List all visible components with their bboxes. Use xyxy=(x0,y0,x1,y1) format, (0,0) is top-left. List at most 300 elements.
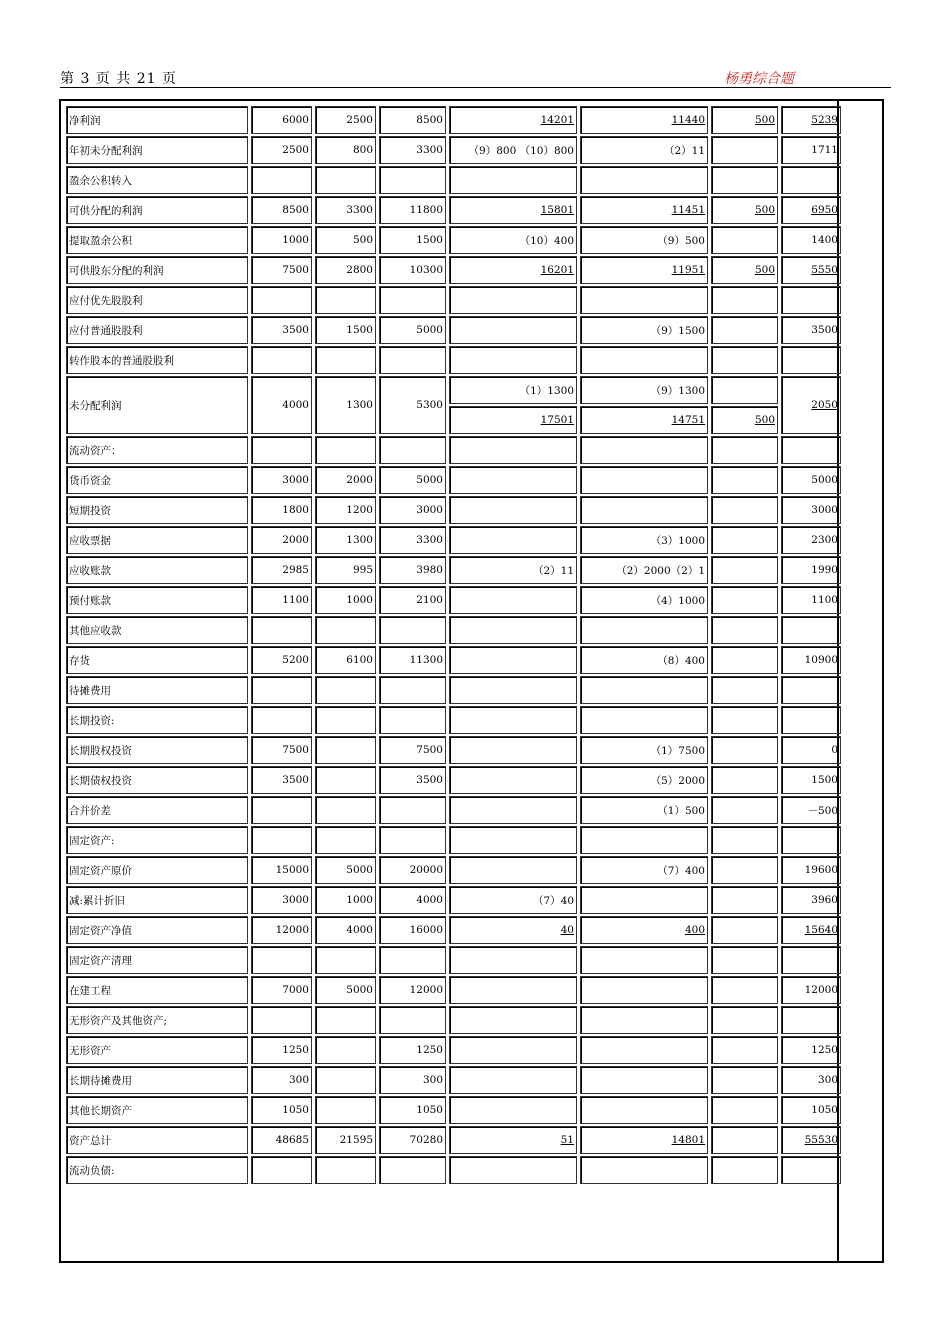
cell-c3 xyxy=(379,826,446,854)
cell-c3 xyxy=(379,1156,446,1184)
cell-c4 xyxy=(449,436,577,464)
cell-c1 xyxy=(251,526,312,554)
cell-c5-value: 11440 xyxy=(671,114,705,126)
cell-c7 xyxy=(781,586,841,614)
row-label xyxy=(66,1006,248,1034)
cell-c6-value: 500 xyxy=(754,414,775,426)
cell-c7 xyxy=(781,1006,841,1034)
row-label-value: 长期债权投资 xyxy=(69,774,132,787)
row-label-value: 转作股本的普通股股利 xyxy=(69,354,174,367)
cell-c7-value: 1250 xyxy=(811,1044,838,1056)
row-label xyxy=(66,136,248,164)
cell-c6 xyxy=(711,796,778,824)
row-label-value: 应收账款 xyxy=(69,564,111,577)
cell-c5 xyxy=(580,646,708,674)
cell-c2 xyxy=(315,346,376,374)
cell-c1-value: 5200 xyxy=(282,654,309,666)
cell-c3-value: 5000 xyxy=(416,474,443,486)
cell-c2-value: 6100 xyxy=(346,654,373,666)
cell-c3 xyxy=(379,706,446,734)
table-row xyxy=(66,226,841,254)
cell-c3 xyxy=(379,436,446,464)
cell-c2 xyxy=(315,256,376,284)
cell-c2-value: 1300 xyxy=(346,534,373,546)
cell-c5-value: （1）500 xyxy=(657,804,705,817)
table-row xyxy=(66,136,841,164)
table-row xyxy=(66,1126,841,1154)
cell-c3 xyxy=(379,796,446,824)
cell-c6 xyxy=(711,316,778,344)
row-label xyxy=(66,166,248,194)
row-label-value: 净利润 xyxy=(69,114,101,127)
cell-c2 xyxy=(315,436,376,464)
row-label-value: 货币资金 xyxy=(69,474,111,487)
cell-c7 xyxy=(781,136,841,164)
cell-c2 xyxy=(315,136,376,164)
row-label-value: 盈余公积转入 xyxy=(69,174,132,187)
cell-c2 xyxy=(315,466,376,494)
row-label xyxy=(66,196,248,224)
table-row xyxy=(66,496,841,524)
cell-c3 xyxy=(379,1036,446,1064)
row-label-value: 可供股东分配的利润 xyxy=(69,264,164,277)
row-label xyxy=(66,1036,248,1064)
cell-c2 xyxy=(315,196,376,224)
cell-c3 xyxy=(379,466,446,494)
table-row xyxy=(66,586,841,614)
cell-c7 xyxy=(781,1156,841,1184)
table-row xyxy=(66,1066,841,1094)
worksheet-body xyxy=(66,106,841,1184)
row-label-value: 无形资产 xyxy=(69,1044,111,1057)
row-label-value: 在建工程 xyxy=(69,984,111,997)
cell-c5 xyxy=(580,946,708,974)
row-label-value: 可供分配的利润 xyxy=(69,204,143,217)
cell-c4 xyxy=(449,136,577,164)
row-label xyxy=(66,1126,248,1154)
cell-c3 xyxy=(379,556,446,584)
cell-c5-value: （9）1300 xyxy=(650,384,705,397)
cell-c3 xyxy=(379,736,446,764)
cell-c3 xyxy=(379,886,446,914)
row-label xyxy=(66,676,248,704)
row-label xyxy=(66,286,248,314)
row-label-value: 固定资产净值 xyxy=(69,924,132,937)
cell-c2-value: 5000 xyxy=(346,864,373,876)
row-label xyxy=(66,886,248,914)
table-row xyxy=(66,466,841,494)
row-label-value: 应付优先股股利 xyxy=(69,294,143,307)
row-label xyxy=(66,976,248,1004)
cell-c3-value: 11800 xyxy=(409,204,443,216)
cell-c4-value: 17501 xyxy=(540,414,574,426)
cell-c3-value: 3980 xyxy=(416,564,443,576)
row-label xyxy=(66,346,248,374)
cell-c5 xyxy=(580,106,708,134)
cell-c6 xyxy=(711,676,778,704)
cell-c2-value: 2000 xyxy=(346,474,373,486)
cell-c7-value: 3000 xyxy=(811,504,838,516)
row-label xyxy=(66,916,248,944)
cell-c7 xyxy=(781,946,841,974)
cell-c5-value: （5）2000 xyxy=(650,774,705,787)
cell-c4-value: 14201 xyxy=(540,114,574,126)
row-label xyxy=(66,316,248,344)
cell-c2 xyxy=(315,166,376,194)
cell-c4 xyxy=(449,196,577,224)
cell-c3 xyxy=(379,166,446,194)
cell-c3-value: 16000 xyxy=(409,924,443,936)
cell-c3 xyxy=(379,496,446,524)
row-label-value: 流动资产： xyxy=(69,444,122,457)
cell-c4 xyxy=(449,706,577,734)
cell-c5 xyxy=(580,1066,708,1094)
table-row xyxy=(66,736,841,764)
cell-c5 xyxy=(580,676,708,704)
cell-c2-value: 1500 xyxy=(346,324,373,336)
cell-c1 xyxy=(251,646,312,674)
row-label xyxy=(66,556,248,584)
cell-c4 xyxy=(449,256,577,284)
cell-c3 xyxy=(379,256,446,284)
cell-c1-value: 7500 xyxy=(282,744,309,756)
table-row xyxy=(66,286,841,314)
row-label-value: 短期投资 xyxy=(69,504,111,517)
cell-c6-value: 500 xyxy=(754,264,775,276)
cell-c5 xyxy=(580,136,708,164)
cell-c5 xyxy=(580,196,708,224)
row-label xyxy=(66,796,248,824)
table-row xyxy=(66,196,841,224)
cell-c1 xyxy=(251,376,312,434)
row-label xyxy=(66,586,248,614)
cell-c7 xyxy=(781,1036,841,1064)
row-label-value: 其他长期资产 xyxy=(69,1104,132,1117)
cell-c1 xyxy=(251,466,312,494)
cell-c5-value: （7）400 xyxy=(657,864,705,877)
cell-c6 xyxy=(711,1126,778,1154)
table-row xyxy=(66,106,841,134)
cell-c1 xyxy=(251,766,312,794)
cell-c4-value: 51 xyxy=(560,1134,574,1146)
cell-c7 xyxy=(781,496,841,524)
row-label xyxy=(66,1156,248,1184)
cell-c3 xyxy=(379,106,446,134)
cell-c3-value: 3300 xyxy=(416,144,443,156)
cell-c7 xyxy=(781,736,841,764)
cell-c2 xyxy=(315,886,376,914)
row-label xyxy=(66,466,248,494)
cell-c3-value: 12000 xyxy=(409,984,443,996)
cell-c7-value: 19600 xyxy=(804,864,838,876)
cell-c6-value: 500 xyxy=(754,114,775,126)
cell-c5-value: （4）1000 xyxy=(650,594,705,607)
cell-c6 xyxy=(711,1156,778,1184)
cell-c1 xyxy=(251,616,312,644)
cell-c2 xyxy=(315,1036,376,1064)
cell-c7 xyxy=(781,1066,841,1094)
row-label-value: 固定资产原价 xyxy=(69,864,132,877)
table-row xyxy=(66,1006,841,1034)
cell-c4 xyxy=(449,976,577,1004)
cell-c3-value: 5300 xyxy=(416,399,443,411)
cell-c1-value: 1100 xyxy=(282,594,309,606)
cell-c2-value: 1200 xyxy=(346,504,373,516)
row-label xyxy=(66,856,248,884)
row-label-value: 预付账款 xyxy=(69,594,111,607)
cell-c7-value: 2300 xyxy=(811,534,838,546)
table-row xyxy=(66,436,841,464)
row-label xyxy=(66,706,248,734)
cell-c2-value: 500 xyxy=(352,234,373,246)
cell-c7 xyxy=(781,346,841,374)
cell-c1 xyxy=(251,916,312,944)
cell-c4 xyxy=(449,556,577,584)
cell-c7 xyxy=(781,976,841,1004)
cell-c7 xyxy=(781,376,841,434)
cell-c6 xyxy=(711,616,778,644)
cell-c1 xyxy=(251,286,312,314)
row-label xyxy=(66,766,248,794)
cell-c7-value: 0 xyxy=(831,744,838,756)
cell-c1-value: 3000 xyxy=(282,894,309,906)
cell-c7 xyxy=(781,166,841,194)
cell-c7-value: 1500 xyxy=(811,774,838,786)
table-row xyxy=(66,706,841,734)
cell-c5-value: （1）7500 xyxy=(650,744,705,757)
cell-c7-value: 2050 xyxy=(811,399,838,411)
cell-c2 xyxy=(315,736,376,764)
cell-c1-value: 1050 xyxy=(282,1104,309,1116)
cell-c1 xyxy=(251,586,312,614)
cell-c2 xyxy=(315,106,376,134)
cell-c4 xyxy=(449,736,577,764)
cell-c2 xyxy=(315,1006,376,1034)
row-label-value: 其他应收款 xyxy=(69,624,122,637)
cell-c7 xyxy=(781,256,841,284)
cell-c4 xyxy=(449,496,577,524)
table-row xyxy=(66,166,841,194)
cell-c1-value: 3500 xyxy=(282,324,309,336)
cell-c7 xyxy=(781,916,841,944)
cell-c5 xyxy=(580,526,708,554)
cell-c1 xyxy=(251,166,312,194)
cell-c6 xyxy=(711,646,778,674)
cell-c6 xyxy=(711,556,778,584)
cell-c5 xyxy=(580,856,708,884)
cell-c4-value: （10）400 xyxy=(519,234,574,247)
cell-c3-value: 2100 xyxy=(416,594,443,606)
cell-c3-value: 1050 xyxy=(416,1104,443,1116)
row-label xyxy=(66,256,248,284)
cell-c3-value: 4000 xyxy=(416,894,443,906)
row-label-value: 长期股权投资 xyxy=(69,744,132,757)
cell-c2 xyxy=(315,976,376,1004)
cell-c1 xyxy=(251,1126,312,1154)
cell-c4 xyxy=(449,1156,577,1184)
cell-c2-value: 1000 xyxy=(346,894,373,906)
cell-c1-value: 2500 xyxy=(282,144,309,156)
cell-c7-value: 5000 xyxy=(811,474,838,486)
cell-c4 xyxy=(449,1126,577,1154)
cell-c3 xyxy=(379,136,446,164)
cell-c7-value: 1400 xyxy=(811,234,838,246)
cell-c1-value: 3000 xyxy=(282,474,309,486)
cell-c6 xyxy=(711,136,778,164)
table-row xyxy=(66,676,841,704)
cell-c1 xyxy=(251,256,312,284)
row-label xyxy=(66,436,248,464)
row-label-value: 减:累计折旧 xyxy=(69,894,126,907)
cell-c5-value: 400 xyxy=(684,924,705,936)
cell-c1 xyxy=(251,886,312,914)
cell-c7 xyxy=(781,796,841,824)
cell-c4 xyxy=(449,1096,577,1124)
row-label xyxy=(66,526,248,554)
cell-c7-value: 5550 xyxy=(811,264,838,276)
row-label xyxy=(66,1096,248,1124)
cell-c1 xyxy=(251,676,312,704)
cell-c3 xyxy=(379,376,446,434)
cell-c6 xyxy=(711,346,778,374)
cell-c5 xyxy=(580,496,708,524)
cell-c4 xyxy=(449,226,577,254)
row-label-value: 应付普通股股利 xyxy=(69,324,143,337)
cell-c1 xyxy=(251,1066,312,1094)
cell-c1 xyxy=(251,1006,312,1034)
cell-c2 xyxy=(315,316,376,344)
cell-c1 xyxy=(251,106,312,134)
cell-c5 xyxy=(580,796,708,824)
cell-c3-value: 3500 xyxy=(416,774,443,786)
row-label-value: 长期投资: xyxy=(69,714,115,727)
cell-c5-value: （8）400 xyxy=(657,654,705,667)
cell-c1-value: 1250 xyxy=(282,1044,309,1056)
cell-c6 xyxy=(711,196,778,224)
cell-c4 xyxy=(449,766,577,794)
cell-c3 xyxy=(379,766,446,794)
cell-c6 xyxy=(711,1006,778,1034)
cell-c6 xyxy=(711,256,778,284)
cell-c1 xyxy=(251,556,312,584)
cell-c4 xyxy=(449,886,577,914)
cell-c3 xyxy=(379,1006,446,1034)
cell-c2-value: 2500 xyxy=(346,114,373,126)
cell-c3 xyxy=(379,196,446,224)
cell-c7-value: 1050 xyxy=(811,1104,838,1116)
cell-c3-value: 3300 xyxy=(416,534,443,546)
cell-c1 xyxy=(251,706,312,734)
cell-c6 xyxy=(711,826,778,854)
cell-c6 xyxy=(711,766,778,794)
cell-c2-value: 800 xyxy=(352,144,373,156)
cell-c5 xyxy=(580,886,708,914)
row-label-value: 长期待摊费用 xyxy=(69,1074,132,1087)
table-row xyxy=(66,316,841,344)
cell-c4 xyxy=(449,376,577,404)
cell-c7 xyxy=(781,616,841,644)
row-label-value: 年初未分配利润 xyxy=(69,144,143,157)
cell-c6 xyxy=(711,106,778,134)
cell-c1 xyxy=(251,316,312,344)
cell-c5 xyxy=(580,256,708,284)
cell-c3-value: 1500 xyxy=(416,234,443,246)
cell-c2 xyxy=(315,226,376,254)
table-row xyxy=(66,526,841,554)
cell-c5-value: （9）1500 xyxy=(650,324,705,337)
cell-c3 xyxy=(379,676,446,704)
cell-c4 xyxy=(449,826,577,854)
cell-c7 xyxy=(781,1126,841,1154)
cell-c4 xyxy=(449,286,577,314)
table-row xyxy=(66,1156,841,1184)
table-row xyxy=(66,976,841,1004)
cell-c1 xyxy=(251,976,312,1004)
table-row xyxy=(66,1096,841,1124)
cell-c6 xyxy=(711,466,778,494)
cell-c7 xyxy=(781,286,841,314)
cell-c7-value: 15640 xyxy=(804,924,838,936)
cell-c4 xyxy=(449,1036,577,1064)
cell-c1-value: 6000 xyxy=(282,114,309,126)
cell-c2-value: 1300 xyxy=(346,399,373,411)
cell-c5 xyxy=(580,1006,708,1034)
cell-c2 xyxy=(315,526,376,554)
row-label xyxy=(66,376,248,434)
cell-c3-value: 10300 xyxy=(409,264,443,276)
cell-c2-value: 21595 xyxy=(339,1134,373,1146)
cell-c7-value: 1100 xyxy=(811,594,838,606)
cell-c7-value: 300 xyxy=(817,1074,838,1086)
cell-c1 xyxy=(251,856,312,884)
cell-c4-value: （2）11 xyxy=(532,564,574,577)
row-label xyxy=(66,1066,248,1094)
cell-c7-value: 12000 xyxy=(804,984,838,996)
cell-c1 xyxy=(251,1096,312,1124)
cell-c7 xyxy=(781,1096,841,1124)
cell-c4-value: （1）1300 xyxy=(519,384,574,397)
cell-c3-value: 8500 xyxy=(416,114,443,126)
cell-c2 xyxy=(315,796,376,824)
cell-c7 xyxy=(781,676,841,704)
cell-c4 xyxy=(449,916,577,944)
cell-c5 xyxy=(580,1156,708,1184)
cell-c6 xyxy=(711,436,778,464)
cell-c7 xyxy=(781,826,841,854)
row-label xyxy=(66,616,248,644)
cell-c1 xyxy=(251,796,312,824)
consolidation-worksheet xyxy=(63,104,844,1186)
header-rule xyxy=(60,87,891,88)
table-row xyxy=(66,886,841,914)
row-label-value: 固定资产: xyxy=(69,834,115,847)
row-label-value: 存货 xyxy=(69,654,90,667)
cell-c5-value: 11951 xyxy=(671,264,705,276)
cell-c5 xyxy=(580,376,708,404)
cell-c6 xyxy=(711,1036,778,1064)
cell-c5 xyxy=(580,706,708,734)
table-row xyxy=(66,826,841,854)
row-label-value: 提取盈余公积 xyxy=(69,234,132,247)
cell-c1-value: 48685 xyxy=(275,1134,309,1146)
row-label xyxy=(66,826,248,854)
row-label-value: 无形资产及其他资产; xyxy=(69,1014,168,1027)
cell-c5-value: 11451 xyxy=(671,204,705,216)
cell-c4-value: 15801 xyxy=(540,204,574,216)
table-row xyxy=(66,916,841,944)
cell-c6 xyxy=(711,166,778,194)
cell-c7-value: 10900 xyxy=(804,654,838,666)
